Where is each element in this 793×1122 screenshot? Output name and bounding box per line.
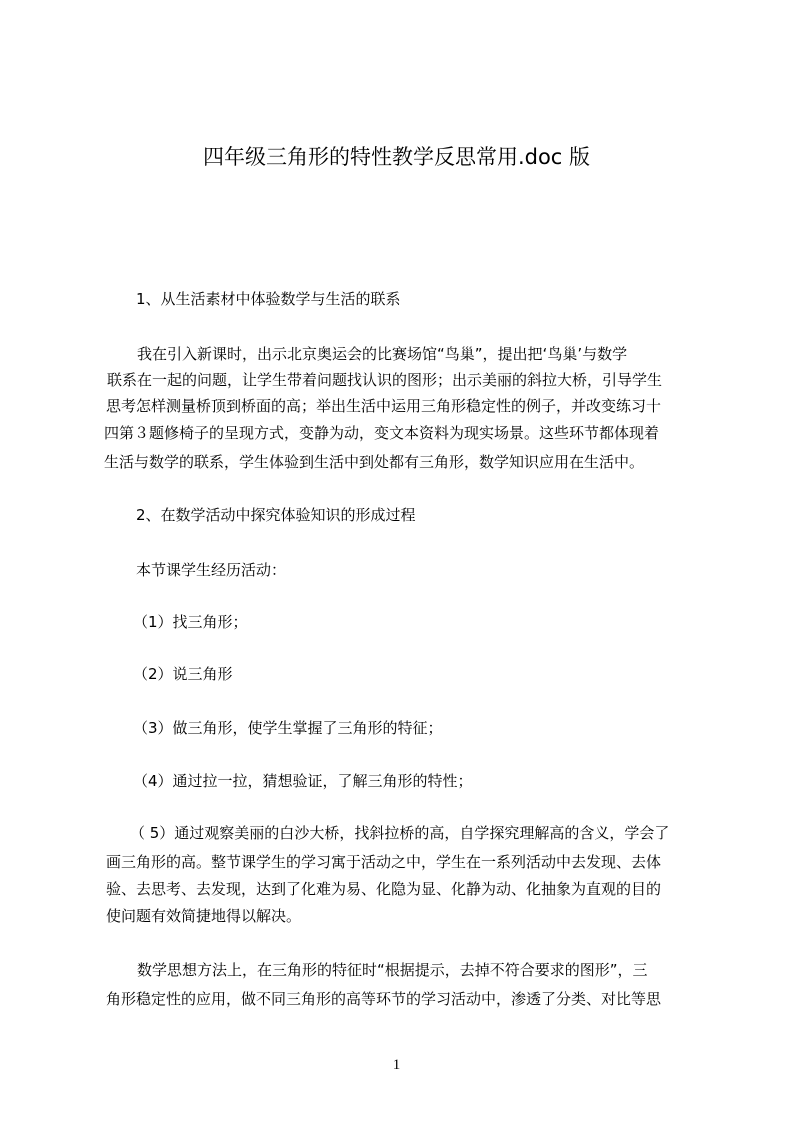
paragraph-line: 数学思想方法上，在三角形的特征时“根据提示，去掉不符合要求的图形”，三 (137, 961, 648, 979)
paragraph-line: 四第３题修椅子的呈现方式，变静为动，变文本资料为现实场景。这些环节都体现着 (104, 424, 660, 442)
list-item: （4）通过拉一拉，猜想验证，了解三角形的特性； (133, 772, 473, 790)
paragraph-line: 验、去思考、去发现，达到了化难为易、化隐为显、化静为动、化抽象为直观的目的 (106, 880, 662, 898)
list-item: （2）说三角形 (133, 665, 233, 683)
document-title: 四年级三角形的特性教学反思常用.doc 版 (202, 145, 591, 169)
paragraph-line: 本节课学生经历活动： (136, 561, 287, 579)
paragraph-line: 生活与数学的联系，学生体验到生活中到处都有三角形，数学知识应用在生活中。 (104, 453, 645, 471)
paragraph-line: 使问题有效简捷地得以解决。 (106, 907, 302, 925)
paragraph-line: （ 5）通过观察美丽的白沙大桥，找斜拉桥的高，自学探究理解高的含义，学会了 (130, 824, 670, 842)
paragraph-line: 我在引入新课时，出示北京奥运会的比赛场馆“鸟巢”，提出把‘鸟巢’与数学 (137, 345, 628, 363)
section-heading-1: 1、从生活素材中体验数学与生活的联系 (136, 290, 401, 308)
section-heading-2: 2、在数学活动中探究体验知识的形成过程 (136, 506, 416, 524)
list-item: （1）找三角形； (133, 613, 248, 631)
paragraph-line: 角形稳定性的应用，做不同三角形的高等环节的学习活动中，渗透了分类、对比等思 (106, 990, 662, 1008)
list-item: （3）做三角形，使学生掌握了三角形的特征； (133, 719, 443, 737)
paragraph-line: 画三角形的高。整节课学生的学习寓于活动之中，学生在一系列活动中去发现、去体 (106, 853, 662, 871)
paragraph-line: 联系在一起的问题，让学生带着问题找认识的图形；出示美丽的斜拉大桥，引导学生 (107, 371, 663, 389)
page-number: 1 (392, 1057, 401, 1073)
paragraph-line: 思考怎样测量桥顶到桥面的高；举出生活中运用三角形稳定性的例子，并改变练习十 (106, 397, 662, 415)
